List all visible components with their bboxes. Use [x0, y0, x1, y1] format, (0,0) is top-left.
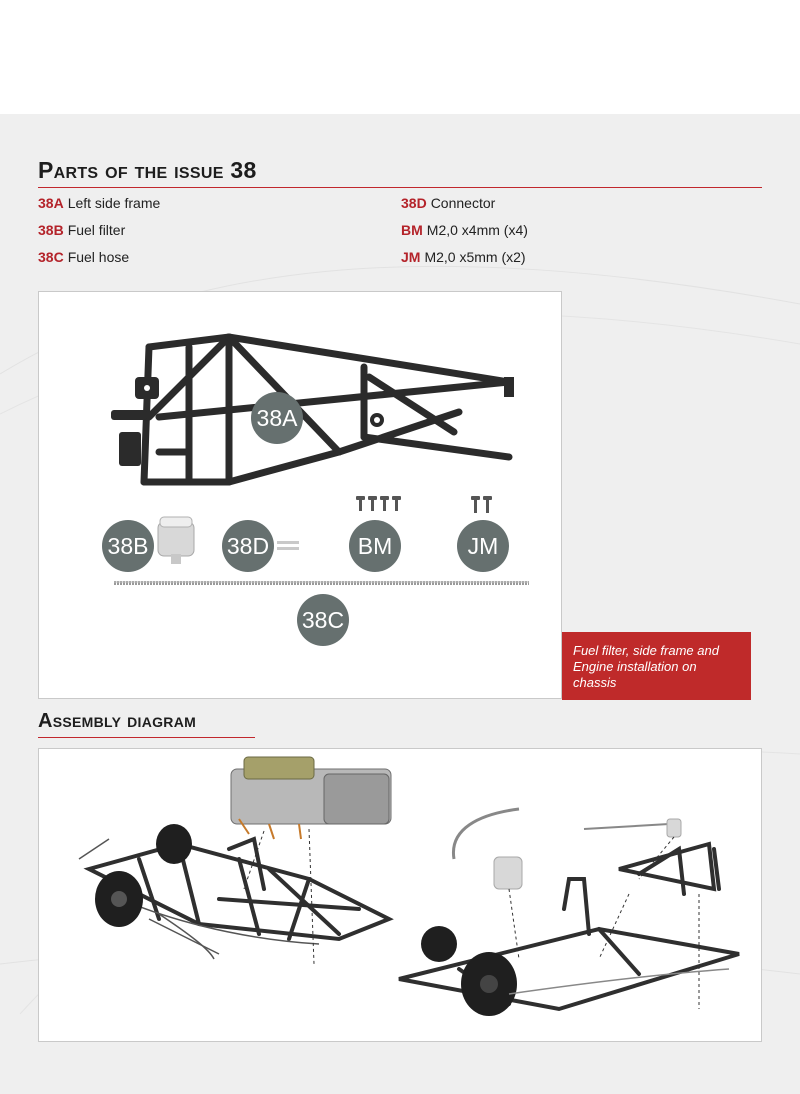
- badge-38c: 38C: [297, 594, 349, 646]
- badge-38a: 38A: [251, 392, 303, 444]
- screw-icon: [356, 496, 492, 513]
- parts-section-title: Parts of the issue 38: [38, 157, 762, 188]
- part-item-38a: 38A Left side frame: [38, 195, 161, 211]
- assembly-panel: [38, 748, 762, 1042]
- connector-icon: [277, 541, 299, 550]
- part-item-38c: 38C Fuel hose: [38, 249, 130, 265]
- badge-bm: BM: [349, 520, 401, 572]
- badge-38b: 38B: [102, 520, 154, 572]
- assembly-section-title: Assembly diagram: [38, 709, 255, 738]
- part-item-38b: 38B Fuel filter: [38, 222, 126, 238]
- callout-box: Fuel filter, side frame and Engine installation on chassis: [562, 632, 751, 700]
- part-item-bm: BM M2,0 x4mm (x4): [401, 222, 528, 238]
- frame-illustration: [39, 292, 563, 700]
- top-blank-band: [0, 0, 800, 114]
- parts-list-right: [401, 194, 528, 275]
- engine-illustration: [231, 757, 391, 839]
- part-item-jm: JM M2,0 x5mm (x2): [401, 249, 526, 265]
- part-item-38d: 38D Connector: [401, 195, 496, 211]
- fuel-filter-icon: [158, 517, 194, 564]
- parts-list-left: [38, 194, 160, 275]
- badge-38d: 38D: [222, 520, 274, 572]
- parts-panel: [38, 291, 562, 699]
- badge-jm: JM: [457, 520, 509, 572]
- chassis-illustration: [39, 749, 763, 1043]
